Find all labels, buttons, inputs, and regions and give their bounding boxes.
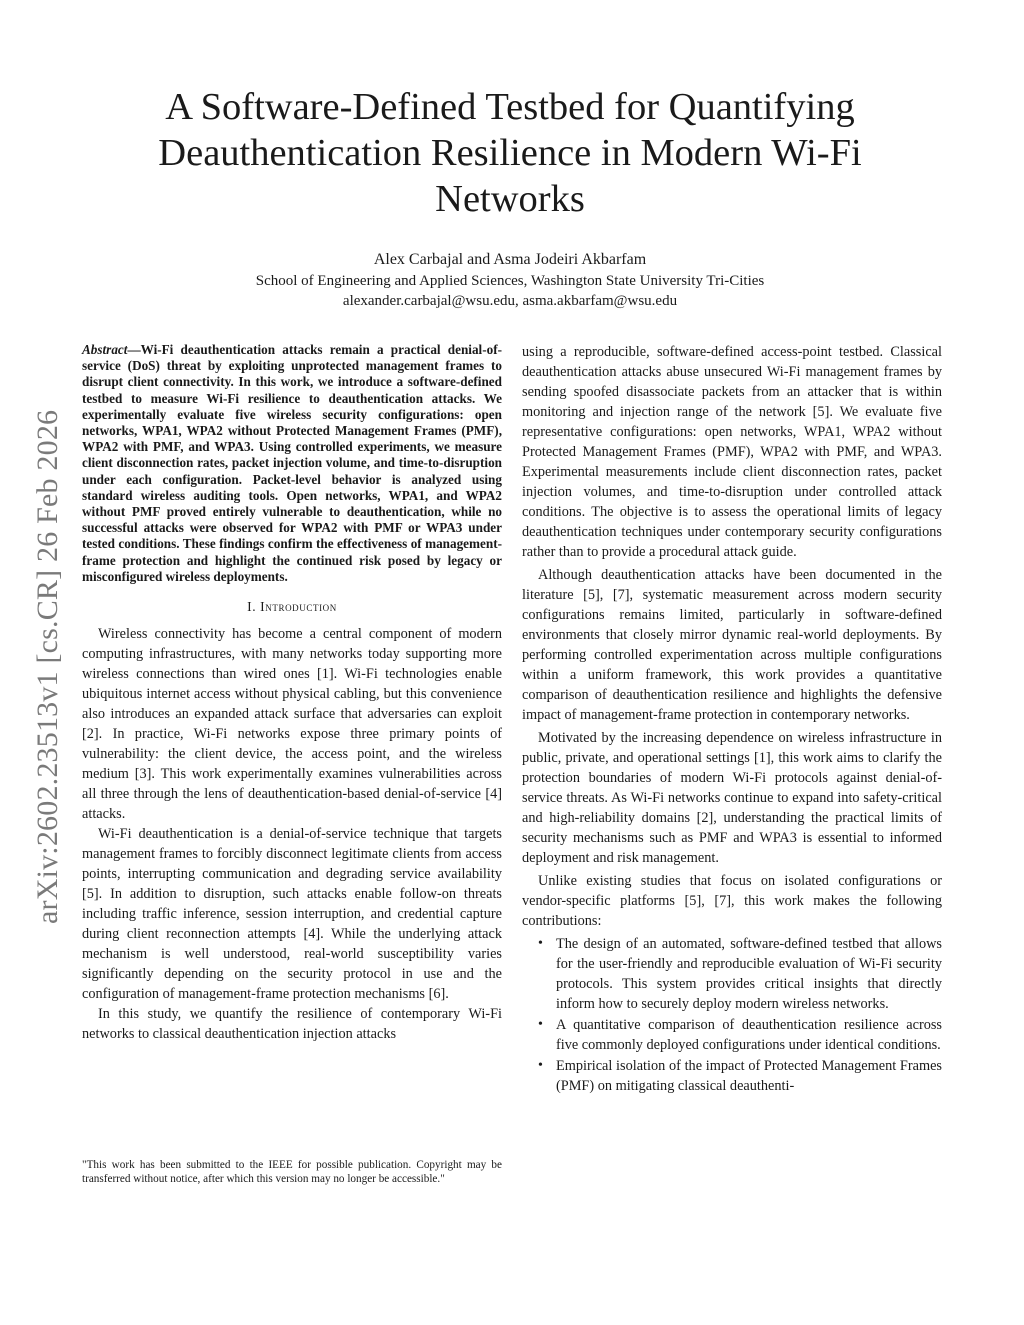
introduction-body-continued: [522, 342, 942, 931]
contributions-list: [522, 934, 942, 1096]
author-emails: alexander.carbajal@wsu.edu, asma.akbarfam@wsu.edu: [342, 293, 678, 309]
list-item: • A quantitative comparison of deauthentication resilience across five commonly deployed configurations under identical conditions.: [556, 1015, 942, 1055]
list-item: • The design of an automated, software-defined testbed that allows for the user-friendly and reproducible evaluation of Wi-Fi security protocols. This system provides critical insights that directly inform how to securely deploy modern wireless networks.: [556, 934, 942, 1014]
abstract-text: —Wi-Fi deauthentication attacks remain a practical denial-of-service (DoS) threat by exploiting unprotected management frames to disrupt client connectivity. In this work, we introduce a software-defined testbed to measure Wi-Fi resilience to deauthentication attacks. We experimentally evaluate five wireless security configurations: open networks, WPA1, WPA2 without Protected Management Frames (PMF), WPA2 with PMF, and WPA3. Using controlled experiments, we measure client disconnection rates, packet injection volume, and time-to-disruption under each configuration. Packet-level behavior is analyzed using standard wireless auditing tools. Open networks, WPA1, and WPA2 without PMF proved entirely vulnerable to deauthentication, while no successful attacks were observed for WPA2 with PMF or WPA3 under tested conditions. These findings confirm the effectiveness of management-frame protection and highlight the continued risk posed by legacy or misconfigured wireless deployments.: [82, 342, 502, 584]
section-heading-introduction: I. Introduction: [247, 599, 337, 615]
left-column: [82, 342, 502, 1044]
paragraph: In this study, we quantify the resilience of contemporary Wi-Fi networks to classical deauthentication injection attacks: [82, 1006, 502, 1043]
abstract: [82, 342, 502, 585]
paragraph: using a reproducible, software-defined access-point testbed. Classical deauthentication attacks abuse unsecured Wi-Fi management frames by sending spoofed disassociate packets from an attacker that is within monitoring and injection range of the network [5]. We evaluate five representative configurations: open networks, WPA1, WPA2 without Protected Management Frames (PMF), WPA2 with PMF, and WPA3. Experimental measurements include client disconnection rates, packet injection volumes, and time-to-disruption under controlled attack conditions. The objective is to assess the operational limits of legacy deauthentication techniques under contemporary security configurations rather than to provide a procedural attack guide.: [522, 344, 942, 560]
paragraph: Motivated by the increasing dependence on wireless infrastructure in public, private, and operational settings [1], this work aims to clarify the protection boundaries of modern Wi-Fi protocols against denial-of-service threats. As Wi-Fi networks continue to expand into safety-critical and high-reliability domains [2], understanding the practical limits of security mechanisms such as PMF and WPA3 is essential to informed deployment and risk management.: [522, 730, 942, 866]
affiliation: School of Engineering and Applied Sciences, Washington State University Tri-Cities: [255, 273, 765, 289]
arxiv-identifier: arXiv:2602.23513v1 [cs.CR] 26 Feb 2026: [31, 409, 64, 925]
paper-title: A Software-Defined Testbed for Quantifying Deauthentication Resilience in Modern Wi-Fi Networks: [158, 86, 862, 220]
paragraph: Unlike existing studies that focus on isolated configurations or vendor-specific platforms [5], [7], this work makes the following contributions:: [522, 873, 942, 929]
abstract-label: Abstract: [82, 342, 128, 357]
introduction-body: [82, 624, 502, 1044]
paragraph: Wi-Fi deauthentication is a denial-of-service technique that targets management frames to forcibly disconnect legitimate clients from access points, interrupting communication and degrading service availability [5]. In addition to disruption, such attacks enable follow-on threats including traffic inference, session interruption, and credential capture during client reconnection attempts [4]. While the underlying attack mechanism is well understood, real-world susceptibility varies significantly depending on the security protocol in use and the configuration of management-frame protection mechanisms [6].: [82, 826, 502, 1003]
footnote: "This work has been submitted to the IEEE for possible publication. Copyright may be transferred without notice, after which this version may no longer be accessible.": [82, 1159, 502, 1185]
right-column: [522, 342, 942, 1097]
authors: Alex Carbajal and Asma Jodeiri Akbarfam: [373, 251, 647, 268]
paragraph: Wireless connectivity has become a central component of modern computing infrastructures, with many networks today supporting more wireless connections than wired ones [1]. Wi-Fi technologies enable ubiquitous internet access without physical cabling, but this convenience also introduces an expanded attack surface that adversaries can exploit [2]. In practice, Wi-Fi networks expose three primary points of vulnerability: the client device, the access point, and the wireless medium [3]. This work experimentally examines vulnerabilities across all three through the lens of deauthentication-based denial-of-service [4] attacks.: [82, 626, 502, 823]
paragraph: Although deauthentication attacks have been documented in the literature [5], [7], systematic measurement across modern security configurations remains limited, particularly in software-defined environments that closely mirror dynamic real-world deployments. By performing controlled experimentation across multiple configurations within a uniform framework, this work provides a quantitative comparison of deauthentication resilience and highlights the defensive impact of management-frame protection in contemporary networks.: [522, 567, 942, 723]
list-item: • Empirical isolation of the impact of Protected Management Frames (PMF) on mitigating classical deauthenti-: [556, 1056, 942, 1096]
